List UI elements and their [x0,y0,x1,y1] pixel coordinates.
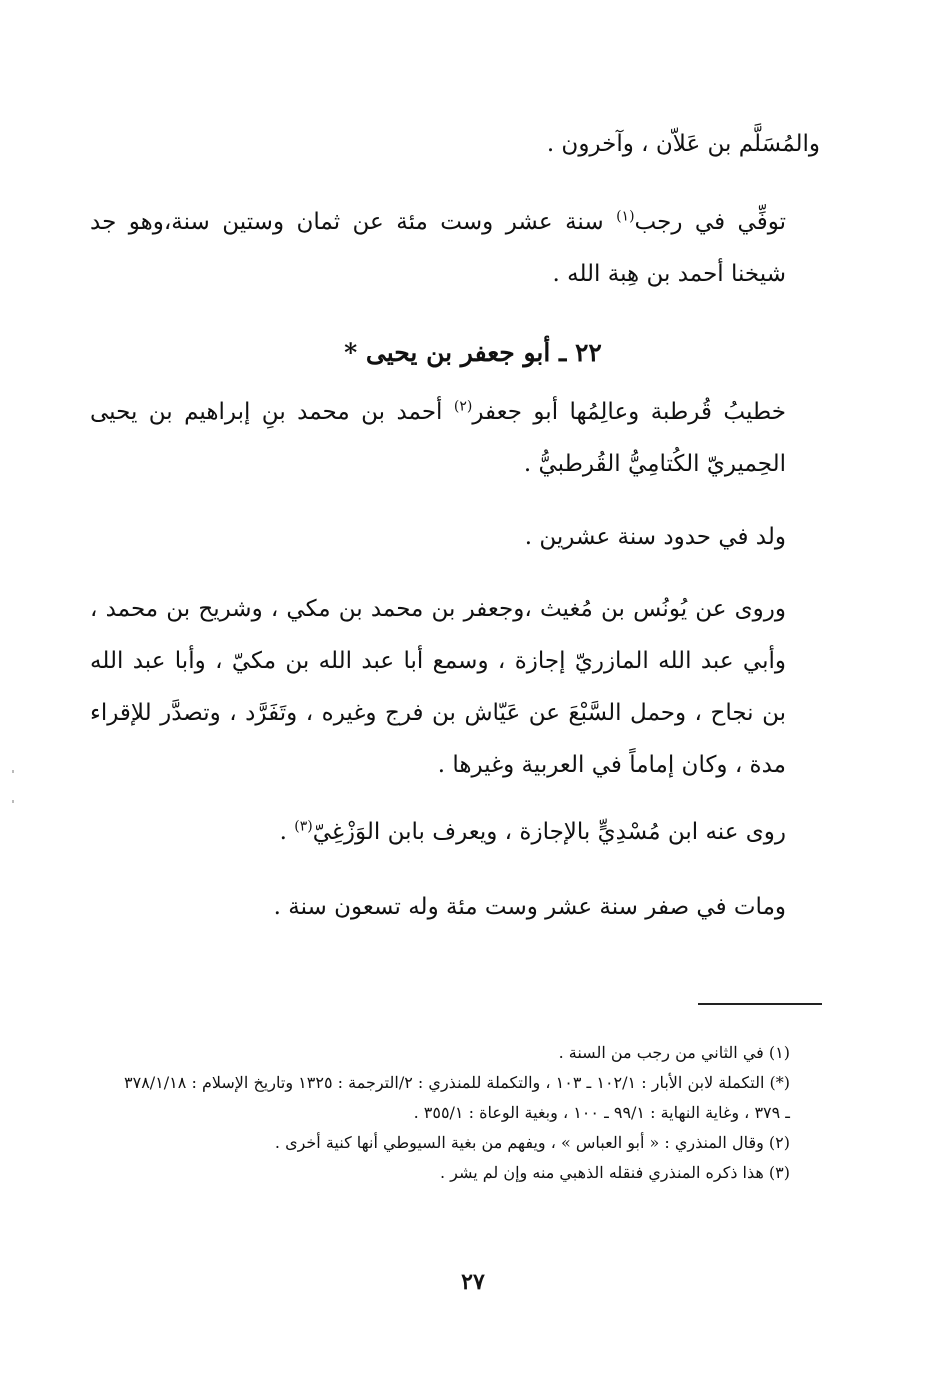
paragraph-text: توفِّي في رجب [634,209,786,235]
footnote-star: (*) التكملة لابن الأبار : ١٠٢/١ ـ ١٠٣ ، والتكملة للمنذري : ٢/الترجمة : ١٣٢٥ وتاريخ الإسلام : ٣٧٨/١/١٨ ـ ٣٧٩ ، وغاية النهاية : ٩٩/١ ـ ١٠٠ ، وبغية الوعاة : ٣٥٥/١ . [124,1073,791,1122]
footnote-2: (٢) وقال المنذري : « أبو العباس » ، ويفهم من بغية السيوطي أنها كنية أخرى . [274,1133,790,1152]
footnote-ref-2[interactable]: (٢) [453,398,473,415]
paragraph-text: روى عنه ابن مُسْدِيٍّ بالإجازة ، ويعرف بابن الوَزْغِيّ [312,819,786,845]
paragraph-teachers-end [124,118,820,170]
paragraph-text: أحمد بن محمد بنِ إبراهيم بن يحيى الحِميريّ الكُتامِيُّ القُرطبيُّ . [90,399,786,477]
paragraph-death [90,196,820,300]
page-number: ٢٧ [461,1269,485,1295]
footnote-1: (١) في الثاني من رجب من السنة . [558,1043,790,1062]
paragraph-death-2 [90,881,820,933]
paragraph-text: ولد في حدود سنة عشرين . [524,524,786,550]
paragraph-text: . [279,819,295,845]
entry-heading: ٢٢ ـ أبو جعفر بن يحيى * [344,338,602,367]
footnote-ref-3[interactable]: (٣) [294,818,313,835]
footnote-3: (٣) هذا ذكره المنذري فنقله الذهبي منه وإن لم يشر . [439,1163,790,1182]
footnote-separator [698,1003,822,1005]
paragraph-narrations [90,583,820,791]
paragraph-text: والمُسَلَّم بن عَلاّن ، وآخرون . [546,131,820,157]
paragraph-text: سنة عشر وست مئة عن ثمان وستين سنة،وهو جد شيخنا أحمد بن هِبة الله . [90,209,786,287]
paragraph-text: خطيبُ قُرطبة وعالِمُها أبو جعفر [472,399,787,425]
footnote-ref-1[interactable]: (١) [616,208,635,225]
paragraph-birth [90,511,820,563]
footnotes [124,1038,820,1188]
paragraph-text: ومات في صفر سنة عشر وست مئة وله تسعون سنة . [273,894,786,920]
paragraph-students [90,806,820,858]
paragraph-entry-intro [90,386,820,490]
paragraph-text: وروى عن يُونُس بن مُغيث ،وجعفر بن محمد بن مكي ، وشريح بن محمد ، وأبي عبد الله المازريّ إجازة ، وسمع أبا عبد الله بن مكيّ ، وأبا عبد الله بن نجاح ، وحمل السَّبْعَ عن عَيّاش بن فرج وغيره ، وتَفَرَّد ، وتصدَّر للإقراء مدة ، وكان إماماً في العربية وغيرها . [90,596,786,778]
scan-speck [12,770,14,773]
scan-speck [12,800,14,803]
